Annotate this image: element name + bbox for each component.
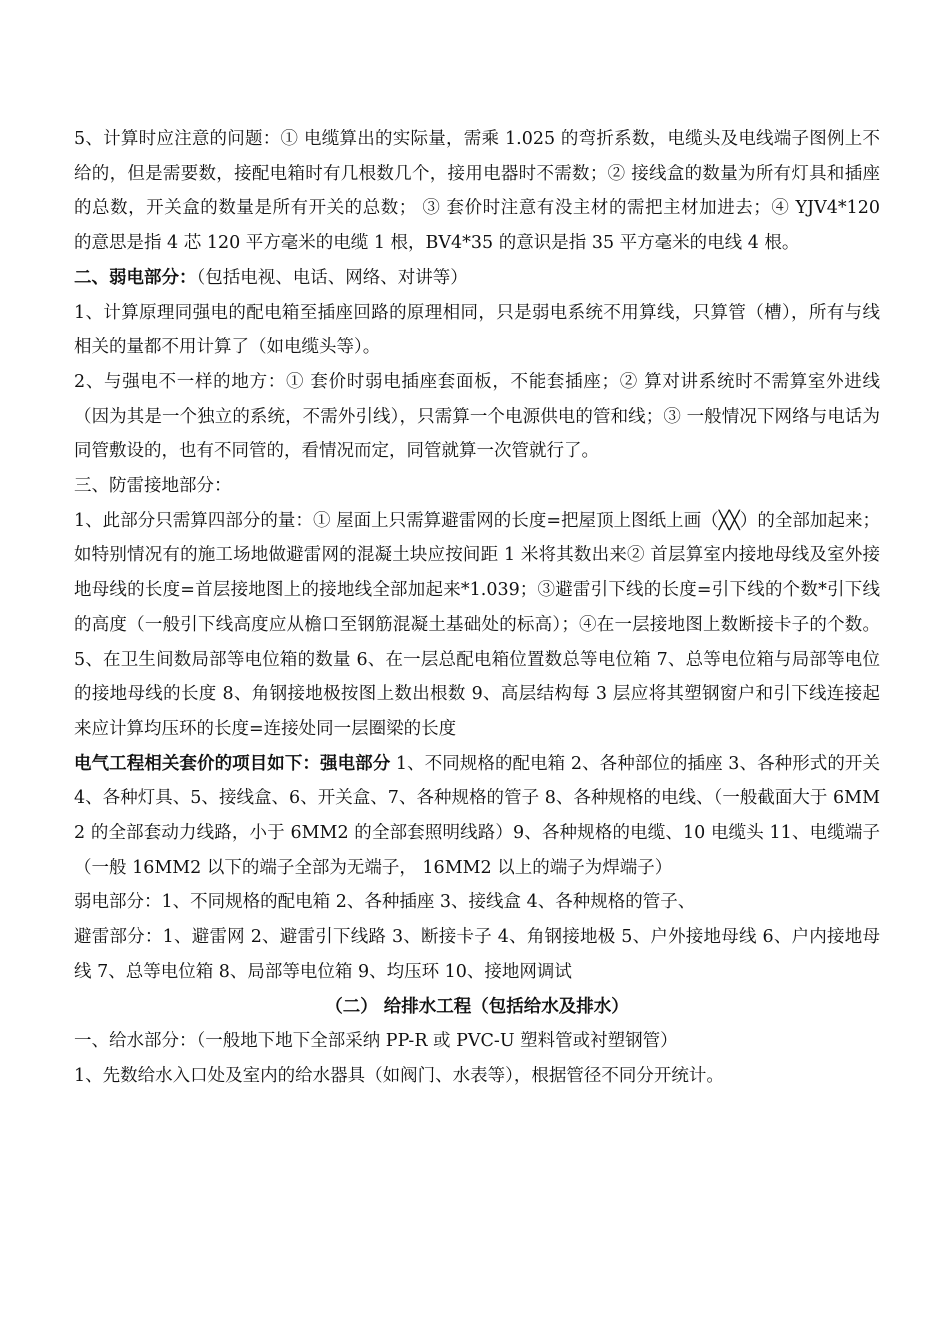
paragraph-lightning-items [74, 920, 880, 989]
paragraph-weak-differences [74, 365, 880, 469]
text-run: 1、不同规格的配电箱 2、各种部位的插座 3、各种形式的开关 4、各种灯具、5、接线盒、6、开关盒、7、各种规格的管子 8、各种规格的电线、（一般截面大于 6MM2 的全部套动力线路，小于 6MM2 的全部套照明线路）9、各种规格的电缆、10 电缆头 11、电缆端子（一般 16MM2 以下的端子全部为无端子， 16MM2 以上的端子为焊端子） [74, 753, 880, 878]
text-run: 一、给水部分：（一般地下地下全部采纳 PP-R 或 PVC-U 塑料管或衬塑钢管） [74, 1031, 678, 1052]
text-run: 1、计算原理同强电的配电箱至插座回路的原理相同，只是弱电系统不用算线，只算管（槽），所有与线相关的量都不用计算了（如电缆头等）。 [74, 302, 880, 358]
paragraph-water-supply-count [74, 1059, 880, 1094]
paragraph-lightning-details [74, 504, 880, 747]
section-title-text: （二） 给排水工程（包括给水及排水） [325, 996, 629, 1017]
text-run: 1、此部分只需算四部分的量：① 屋面上只需算避雷网的长度=把屋顶上图纸上画（╳╳）的全部加起来；如特别情况有的施工场地做避雷网的混凝土块应按间距 1 米将其数出来② 首层算室内接地母线及室外接地母线的长度=首层接地图上的接地线全部加起来*1.039；③避雷引下线的长度=引下线的个数*引下线的高度（一般引下线高度应从檐口至钢筋混凝土基础处的标高）；④在一层接地图上数断接卡子的个数。5、在卫生间数局部等电位箱的数量 6、在一层总配电箱位置数总等电位箱 7、总等电位箱与局部等电位的接地母线的长度 8、角钢接地极按图上数出根数 9、高层结构每 3 层应将其塑钢窗户和引下线连接起来应计算均压环的长度=连接处同一层圈梁的长度 [74, 510, 880, 739]
paragraph-weak-principle [74, 296, 880, 365]
text-run: 三、防雷接地部分： [74, 476, 232, 497]
heading-lightning-grounding [74, 469, 880, 504]
heading-water-supply [74, 1024, 880, 1059]
heading-weak-current [74, 261, 880, 296]
text-run: （包括电视、电话、网络、对讲等） [196, 267, 468, 288]
text-run: 2、与强电不一样的地方：① 套价时弱电插座套面板，不能套插座；② 算对讲系统时不需算室外进线（因为其是一个独立的系统，不需外引线），只需算一个电源供电的管和线；③ 一般情况下网络与电话为同管敷设的，也有不同管的，看情况而定，同管就算一次管就行了。 [74, 371, 880, 462]
paragraph-pricing-items [74, 747, 880, 886]
paragraph-calc-notes [74, 122, 880, 261]
pricing-heading-text: 电气工程相关套价的项目如下：强电部分 [74, 753, 391, 774]
text-run: 5、计算时应注意的问题：① 电缆算出的实际量，需乘 1.025 的弯折系数，电缆头及电线端子图例上不给的，但是需要数，接配电箱时有几根数几个，接用电器时不需数；② 接线盒的数量为所有灯具和插座的总数，开关盒的数量是所有开关的总数； ③ 套价时注意有没主材的需把主材加进去；④ YJV4*120 的意思是指 4 芯 120 平方毫米的电缆 1 根，BV4*35 的意识是指 35 平方毫米的电线 4 根。 [74, 129, 880, 254]
section-title-plumbing [74, 990, 880, 1025]
text-run: 弱电部分：1、不同规格的配电箱 2、各种插座 3、接线盒 4、各种规格的管子、 [74, 892, 696, 913]
text-run: 1、先数给水入口处及室内的给水器具（如阀门、水表等），根据管径不同分开统计。 [74, 1065, 724, 1086]
heading-text: 二、弱电部分： [74, 267, 197, 288]
text-run: 避雷部分：1、避雷网 2、避雷引下线路 3、断接卡子 4、角钢接地极 5、户外接地母线 6、户内接地母线 7、总等电位箱 8、局部等电位箱 9、均压环 10、接地网调试 [74, 927, 880, 982]
paragraph-weak-items [74, 885, 880, 920]
document-page [74, 122, 880, 1094]
